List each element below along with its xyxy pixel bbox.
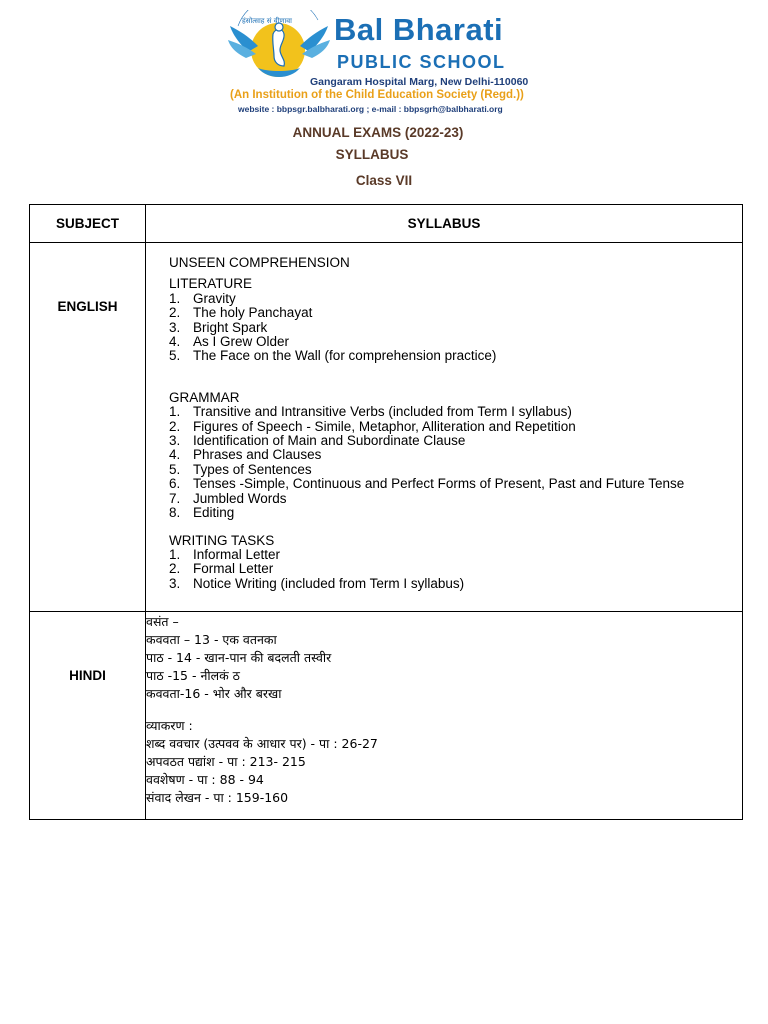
literature-list [169, 292, 742, 364]
writing-list [169, 548, 742, 591]
list-item [169, 463, 742, 477]
hindi-line: संवाद लेखन - पा : 159-160 [146, 790, 289, 805]
list-item-number: 4. [169, 447, 181, 463]
hindi-lessons-list [146, 613, 742, 703]
english-subject-cell [30, 243, 146, 612]
list-item-text: Transitive and Intransitive Verbs (included from Term I syllabus) [193, 404, 572, 420]
emblem-motto: हंसोत्साह सं वीणावा [242, 17, 292, 25]
list-item [169, 321, 742, 335]
hindi-line: कववता-16 - भोर और बरखा [146, 686, 282, 701]
hindi-line: अपवठत पद्यांश - पा : 213- 215 [146, 754, 306, 769]
school-name: Bal Bharati [334, 12, 504, 47]
institution-note: (An Institution of the Child Education Society (Regd.)) [230, 89, 524, 101]
list-item-number: 8. [169, 505, 181, 521]
hindi-line: वसंत – [146, 614, 179, 629]
hindi-line: पाठ -15 - नीलकं ठ [146, 668, 240, 683]
list-item [169, 548, 742, 562]
list-item [169, 405, 742, 419]
list-item-text: Phrases and Clauses [193, 447, 322, 463]
list-item-number: 2. [169, 305, 181, 321]
list-item-text: The holy Panchayat [193, 305, 313, 321]
list-item-text: Identification of Main and Subordinate Clause [193, 433, 466, 449]
school-address: Gangaram Hospital Marg, New Delhi-110060 [310, 76, 529, 88]
list-item [169, 292, 742, 306]
list-item-number: 4. [169, 334, 181, 350]
school-subtitle: PUBLIC SCHOOL [337, 52, 506, 72]
hindi-subject-cell [30, 612, 146, 820]
list-item-text: Editing [193, 505, 235, 521]
hindi-grammar-list [146, 717, 742, 807]
syllabus-title: SYLLABUS [335, 147, 409, 162]
list-item-number: 3. [169, 433, 181, 449]
list-item [169, 335, 742, 349]
list-item-number: 2. [169, 561, 181, 577]
literature-heading: LITERATURE [169, 276, 253, 292]
hindi-line: व्याकरण : [146, 718, 193, 733]
list-item-text: Jumbled Words [193, 490, 287, 506]
syllabus-table [29, 204, 743, 820]
list-item [169, 562, 742, 576]
list-item-text: Informal Letter [193, 546, 281, 562]
list-item [169, 506, 742, 520]
grammar-heading: GRAMMAR [169, 389, 240, 405]
hindi-syllabus-cell [146, 612, 743, 820]
list-item-number: 1. [169, 546, 181, 562]
list-item [169, 492, 742, 506]
subject-header: SUBJECT [30, 205, 146, 243]
list-item-text: Formal Letter [193, 561, 274, 577]
unseen-comprehension: UNSEEN COMPREHENSION [169, 255, 350, 270]
exam-title: ANNUAL EXAMS (2022-23) [292, 125, 464, 140]
list-item-number: 1. [169, 404, 181, 420]
class-title: Class VII [355, 173, 413, 188]
list-item-number: 2. [169, 418, 181, 434]
list-item-number: 6. [169, 476, 181, 492]
list-item-text: Figures of Speech - Simile, Metaphor, Alliteration and Repetition [193, 418, 576, 434]
hindi-subject-label: HINDI [69, 668, 106, 683]
hindi-line: पाठ - 14 - खान-पान की बदलती तस्वीर [146, 650, 332, 665]
english-syllabus-cell [146, 243, 743, 612]
list-item-number: 1. [169, 290, 181, 306]
list-item-text: Bright Spark [193, 319, 268, 335]
list-item-number: 7. [169, 490, 181, 506]
hindi-content [146, 612, 742, 807]
list-item-text: The Face on the Wall (for comprehension practice) [193, 348, 497, 364]
english-row [30, 243, 743, 612]
list-item [169, 306, 742, 320]
english-subject-label: ENGLISH [57, 299, 118, 314]
hindi-line: ववशेषण - पा : 88 - 94 [146, 772, 264, 787]
grammar-list [169, 405, 742, 520]
list-item-text: Tenses -Simple, Continuous and Perfect Forms of Present, Past and Future Tense [193, 476, 685, 492]
syllabus-header: SYLLABUS [146, 205, 743, 243]
list-item-text: Types of Sentences [193, 461, 312, 477]
hindi-row [30, 612, 743, 820]
list-item [169, 420, 742, 434]
list-item [169, 477, 742, 491]
english-content [146, 243, 742, 591]
list-item-text: As I Grew Older [193, 334, 290, 350]
list-item-text: Gravity [193, 290, 236, 306]
list-item [169, 434, 742, 448]
website-email: website : bbpsgr.balbharati.org ; e-mail : bbpsgrh@balbharati.org [238, 104, 503, 114]
writing-heading: WRITING TASKS [169, 532, 275, 548]
table-header-row [30, 205, 743, 243]
list-item-text: Notice Writing (included from Term I syllabus) [193, 575, 465, 591]
school-logo [228, 10, 538, 114]
list-item-number: 3. [169, 319, 181, 335]
list-item-number: 5. [169, 348, 181, 364]
hindi-line: कववता – 13 - एक वतनका [146, 632, 277, 647]
list-item-number: 5. [169, 461, 181, 477]
list-item [169, 577, 742, 591]
list-item [169, 349, 742, 363]
list-item-number: 3. [169, 575, 181, 591]
list-item [169, 448, 742, 462]
hindi-line: शब्द ववचार (उत्पवव के आधार पर) - पा : 26-27 [146, 736, 378, 751]
